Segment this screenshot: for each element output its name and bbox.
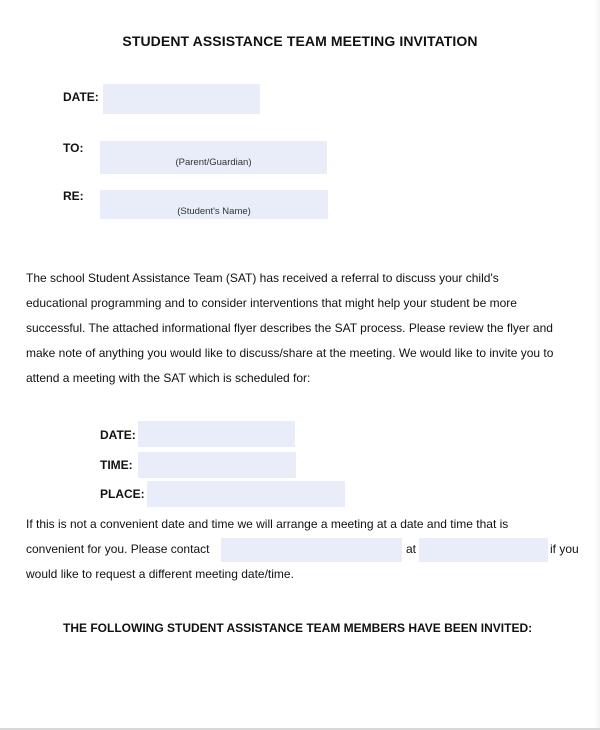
to-label: TO: bbox=[63, 141, 84, 155]
reschedule-line-1: If this is not a convenient date and time we will arrange a meeting at a date and time that is bbox=[26, 517, 509, 531]
meeting-date-field[interactable] bbox=[138, 421, 295, 447]
header-date-field[interactable] bbox=[103, 84, 260, 114]
page-edge-shadow bbox=[594, 0, 600, 730]
document-title: STUDENT ASSISTANCE TEAM MEETING INVITATION bbox=[122, 33, 478, 49]
student-name-field[interactable] bbox=[100, 190, 328, 219]
intro-line: educational programming and to consider interventions that might help your student be more bbox=[26, 296, 517, 310]
members-heading: THE FOLLOWING STUDENT ASSISTANCE TEAM MEMBERS HAVE BEEN INVITED: bbox=[63, 621, 533, 635]
intro-line: make note of anything you would like to discuss/share at the meeting. We would like to invite you to bbox=[26, 346, 554, 360]
contact-phone-field[interactable] bbox=[419, 538, 548, 562]
re-label: RE: bbox=[63, 189, 84, 203]
reschedule-line-2-prefix: convenient for you. Please contact bbox=[26, 542, 210, 556]
intro-line: successful. The attached informational flyer describes the SAT process. Please review the flyer and bbox=[26, 321, 553, 335]
reschedule-line-2-suffix: if you bbox=[550, 542, 579, 556]
intro-paragraph bbox=[26, 266, 553, 391]
meeting-place-field[interactable] bbox=[147, 481, 345, 507]
reschedule-line-3: would like to request a different meeting date/time. bbox=[26, 567, 294, 581]
parent-guardian-field[interactable] bbox=[100, 141, 327, 174]
meeting-place-label: PLACE: bbox=[100, 487, 145, 501]
student-name-hint: (Student's Name) bbox=[177, 206, 251, 217]
meeting-time-label: TIME: bbox=[100, 458, 133, 472]
meeting-time-field[interactable] bbox=[138, 452, 296, 478]
reschedule-line-2-at: at bbox=[406, 542, 417, 556]
meeting-date-label: DATE: bbox=[100, 428, 136, 442]
intro-line: attend a meeting with the SAT which is scheduled for: bbox=[26, 371, 311, 385]
intro-line: The school Student Assistance Team (SAT) has received a referral to discuss your child's bbox=[26, 271, 499, 285]
parent-guardian-hint: (Parent/Guardian) bbox=[175, 157, 252, 168]
contact-name-field[interactable] bbox=[221, 538, 402, 562]
header-date-label: DATE: bbox=[63, 90, 99, 104]
